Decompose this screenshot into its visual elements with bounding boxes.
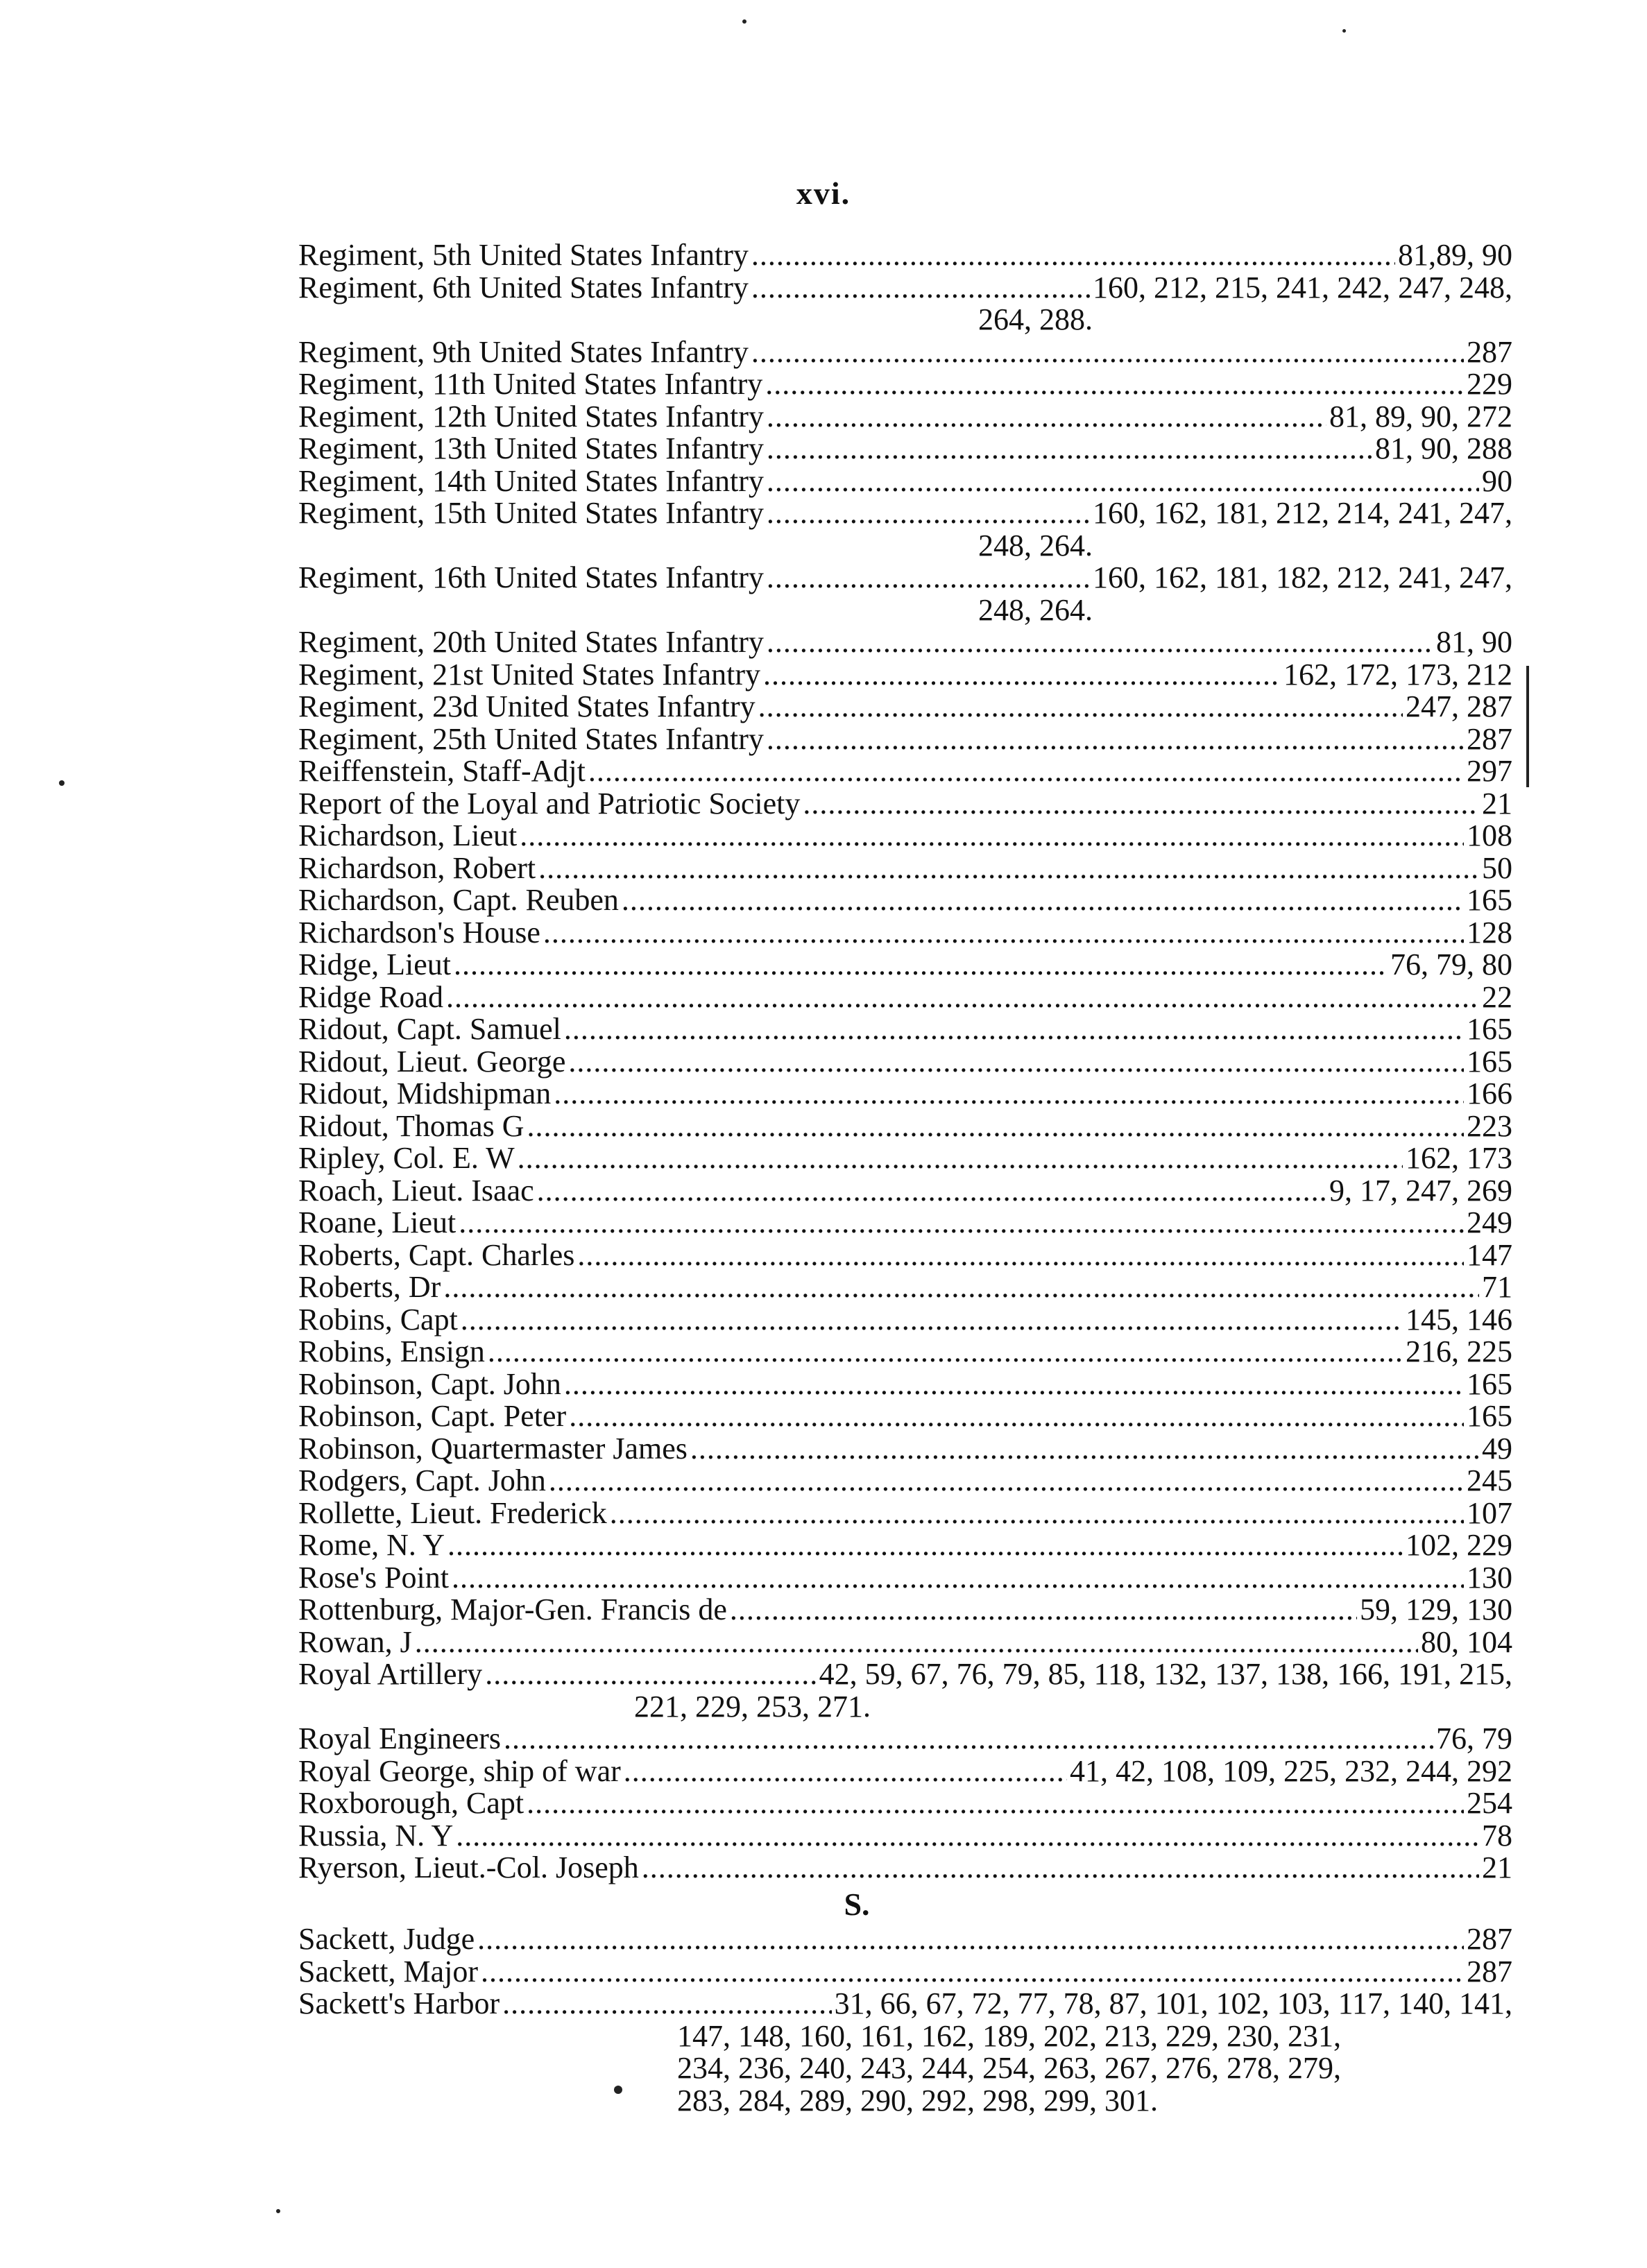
entry-name: Royal George, ship of war: [298, 1753, 621, 1788]
entry-pages: 31, 66, 67, 72, 77, 78, 87, 101, 102, 103, 117, 140, 141,: [834, 1986, 1512, 2020]
index-entry: [298, 1755, 1512, 1788]
leader-dots: [767, 562, 1090, 594]
entry-name: Regiment, 9th United States Infantry: [298, 334, 749, 369]
leader-dots: [767, 433, 1372, 465]
leader-dots: [452, 1562, 1464, 1595]
index-entry: [298, 788, 1512, 821]
index-entry: [298, 1497, 1512, 1530]
leader-dots: [459, 1207, 1464, 1239]
leader-dots: [481, 1956, 1464, 1988]
index-entry: [298, 981, 1512, 1014]
entry-name: Roberts, Capt. Charles: [298, 1237, 575, 1272]
leader-dots: [690, 1433, 1479, 1466]
index-list: [298, 239, 1512, 2117]
entry-pages-continued: 264, 288.: [978, 302, 1093, 336]
entry-pages: 165: [1467, 1399, 1512, 1433]
entry-name: Reiffenstein, Staff-Adjt: [298, 754, 586, 788]
entry-name: Ryerson, Lieut.-Col. Joseph: [298, 1850, 639, 1884]
index-entry: [298, 1594, 1512, 1626]
entry-name: Russia, N. Y: [298, 1818, 454, 1853]
leader-dots: [527, 1787, 1464, 1820]
leader-dots: [538, 852, 1479, 885]
leader-dots: [588, 755, 1464, 788]
entry-pages: 287: [1467, 334, 1512, 369]
entry-name: Royal Artillery: [298, 1657, 483, 1691]
entry-pages: 130: [1467, 1560, 1512, 1595]
entry-name: Robinson, Capt. Peter: [298, 1399, 567, 1433]
index-entry: [298, 1336, 1512, 1368]
entry-name: Rottenburg, Major-Gen. Francis de: [298, 1592, 727, 1626]
entry-pages: 42, 59, 67, 76, 79, 85, 118, 132, 137, 138, 166, 191, 215,: [819, 1657, 1512, 1691]
leader-dots: [751, 239, 1395, 272]
entry-pages: 147: [1467, 1237, 1512, 1272]
leader-dots: [454, 949, 1388, 981]
index-entry: [298, 1723, 1512, 1755]
entry-pages-continued: 248, 264.: [978, 528, 1093, 562]
index-entry: [298, 1787, 1512, 1820]
index-entry: [298, 1988, 1512, 2117]
index-entry: [298, 1820, 1512, 1853]
index-entry: [298, 239, 1512, 272]
entry-name: Regiment, 25th United States Infantry: [298, 721, 764, 756]
index-entry: [298, 1175, 1512, 1208]
entry-pages: 59, 129, 130: [1360, 1592, 1512, 1626]
leader-dots: [443, 1271, 1479, 1304]
entry-pages: 162, 173: [1406, 1141, 1512, 1175]
leader-dots: [446, 981, 1479, 1014]
leader-dots: [485, 1658, 816, 1691]
index-entry: [298, 755, 1512, 788]
entry-name: Report of the Loyal and Patriotic Society: [298, 786, 801, 821]
leader-dots: [564, 1013, 1464, 1046]
entry-name: Robinson, Capt. John: [298, 1366, 561, 1401]
leader-dots: [767, 626, 1433, 659]
leader-dots: [520, 820, 1464, 852]
entry-name: Richardson, Robert: [298, 850, 536, 885]
entry-pages-continued: 221, 229, 253, 271.: [634, 1689, 871, 1724]
entry-name: Ridout, Capt. Samuel: [298, 1012, 561, 1046]
entry-name: Rollette, Lieut. Frederick: [298, 1495, 607, 1530]
entry-pages: 76, 79: [1436, 1721, 1512, 1755]
entry-pages: 160, 212, 215, 241, 242, 247, 248,: [1093, 270, 1512, 304]
entry-pages: 78: [1482, 1818, 1512, 1853]
leader-dots: [569, 1400, 1464, 1433]
leader-dots: [504, 1723, 1433, 1755]
scan-speck: [59, 780, 65, 786]
entry-name: Sackett, Judge: [298, 1922, 475, 1956]
entry-name: Ridout, Thomas G: [298, 1108, 524, 1143]
index-entry: [298, 1400, 1512, 1433]
entry-pages: 249: [1467, 1205, 1512, 1239]
index-row: [298, 239, 1512, 272]
index-entry: [298, 852, 1512, 885]
leader-dots: [758, 691, 1403, 723]
index-entry: [298, 1239, 1512, 1272]
entry-name: Roberts, Dr: [298, 1270, 441, 1304]
index-entry: [298, 626, 1512, 659]
entry-name: Royal Engineers: [298, 1721, 502, 1755]
entry-pages: 49: [1482, 1431, 1512, 1466]
entry-name: Roxborough, Capt: [298, 1786, 524, 1820]
entry-pages: 165: [1467, 1044, 1512, 1079]
entry-pages: 162, 172, 173, 212: [1283, 657, 1512, 691]
entry-name: Rodgers, Capt. John: [298, 1463, 546, 1497]
index-entry: [298, 1626, 1512, 1659]
leader-dots: [767, 497, 1090, 530]
index-entry: [298, 401, 1512, 433]
index-entry: [298, 820, 1512, 852]
index-entry: [298, 1433, 1512, 1466]
entry-pages: 90: [1482, 463, 1512, 498]
entry-pages: 165: [1467, 1366, 1512, 1401]
leader-dots: [537, 1175, 1326, 1208]
page-number: xvi.: [796, 175, 851, 211]
entry-pages: 81,89, 90: [1398, 238, 1512, 272]
entry-pages: 247, 287: [1406, 689, 1512, 723]
entry-name: Regiment, 15th United States Infantry: [298, 496, 764, 530]
index-entry: [298, 368, 1512, 401]
entry-pages: 254: [1467, 1786, 1512, 1820]
index-entry: [298, 1013, 1512, 1046]
entry-pages: 297: [1467, 754, 1512, 788]
entry-name: Ridout, Midshipman: [298, 1076, 552, 1110]
entry-pages: 229: [1467, 367, 1512, 401]
entry-name: Sackett's Harbor: [298, 1986, 500, 2020]
index-entry: [298, 917, 1512, 950]
entry-pages-continued: 283, 284, 289, 290, 292, 298, 299, 301.: [677, 2083, 1158, 2117]
index-entry: [298, 1271, 1512, 1304]
entry-pages: 81, 90, 288: [1375, 431, 1512, 465]
leader-dots: [763, 659, 1281, 691]
entry-name: Rome, N. Y: [298, 1528, 445, 1562]
leader-dots: [456, 1820, 1479, 1853]
entry-name: Robins, Capt: [298, 1302, 458, 1337]
leader-dots: [518, 1142, 1403, 1175]
leader-dots: [730, 1594, 1357, 1626]
entry-pages: 9, 17, 247, 269: [1329, 1173, 1512, 1208]
entry-pages: 160, 162, 181, 212, 214, 241, 247,: [1093, 496, 1512, 530]
index-entry: [298, 1046, 1512, 1079]
leader-dots: [543, 917, 1464, 950]
leader-dots: [765, 368, 1464, 401]
entry-name: Rowan, J: [298, 1624, 412, 1659]
entry-pages: 80, 104: [1421, 1624, 1512, 1659]
entry-pages: 160, 162, 181, 182, 212, 241, 247,: [1093, 560, 1512, 594]
leader-dots: [527, 1110, 1464, 1143]
entry-name: Ripley, Col. E. W: [298, 1141, 515, 1175]
entry-pages: 71: [1482, 1270, 1512, 1304]
entry-pages: 216, 225: [1406, 1334, 1512, 1368]
leader-dots: [642, 1852, 1479, 1884]
index-entry: [298, 433, 1512, 465]
entry-pages-continued: 147, 148, 160, 161, 162, 189, 202, 213, 229, 230, 231,: [677, 2018, 1341, 2053]
leader-dots: [751, 336, 1464, 369]
entry-name: Richardson, Lieut: [298, 818, 518, 852]
index-entry: [298, 1465, 1512, 1497]
index-entry: [298, 659, 1512, 691]
index-entry: [298, 949, 1512, 981]
leader-dots: [622, 884, 1464, 917]
entry-pages: 21: [1482, 1850, 1512, 1884]
entry-pages: 165: [1467, 883, 1512, 917]
leader-dots: [767, 401, 1326, 433]
index-entry: [298, 497, 1512, 562]
index-entry: [298, 884, 1512, 917]
leader-dots: [610, 1497, 1464, 1530]
entry-pages: 41, 42, 108, 109, 225, 232, 244, 292: [1070, 1753, 1512, 1788]
leader-dots: [488, 1336, 1403, 1368]
leader-dots: [447, 1529, 1403, 1562]
leader-dots: [767, 465, 1479, 498]
section-heading: S.: [844, 1886, 870, 1922]
leader-dots: [554, 1078, 1464, 1110]
leader-dots: [767, 723, 1464, 756]
index-entry: [298, 723, 1512, 756]
entry-name: Regiment, 20th United States Infantry: [298, 625, 764, 659]
leader-dots: [803, 788, 1479, 821]
entry-name: Ridge, Lieut: [298, 947, 451, 981]
leader-dots: [624, 1755, 1067, 1788]
entry-pages: 21: [1482, 786, 1512, 821]
entry-name: Regiment, 12th United States Infantry: [298, 399, 764, 433]
entry-name: Regiment, 16th United States Infantry: [298, 560, 764, 594]
entry-name: Richardson, Capt. Reuben: [298, 883, 619, 917]
entry-name: Regiment, 14th United States Infantry: [298, 463, 764, 498]
entry-pages-continued: 248, 264.: [978, 592, 1093, 627]
entry-pages: 245: [1467, 1463, 1512, 1497]
entry-pages: 107: [1467, 1495, 1512, 1530]
leader-dots: [461, 1304, 1403, 1337]
index-entry: [298, 336, 1512, 369]
index-entry: [298, 562, 1512, 626]
entry-name: Regiment, 13th United States Infantry: [298, 431, 764, 465]
leader-dots: [549, 1465, 1464, 1497]
index-entry: [298, 1956, 1512, 1988]
leader-dots: [502, 1988, 831, 2020]
entry-pages: 128: [1467, 915, 1512, 950]
leader-dots: [751, 272, 1090, 304]
entry-pages: 81, 90: [1436, 625, 1512, 659]
entry-name: Regiment, 6th United States Infantry: [298, 270, 749, 304]
entry-pages: 287: [1467, 1954, 1512, 1988]
entry-pages: 50: [1482, 850, 1512, 885]
index-entry: [298, 1207, 1512, 1239]
index-entry: [298, 1529, 1512, 1562]
entry-pages: 102, 229: [1406, 1528, 1512, 1562]
index-entry: [298, 1658, 1512, 1723]
leader-dots: [577, 1239, 1464, 1272]
entry-name: Regiment, 21st United States Infantry: [298, 657, 760, 691]
entry-name: Robins, Ensign: [298, 1334, 485, 1368]
scan-speck: [1342, 29, 1346, 33]
index-entry: [298, 272, 1512, 336]
index-entry: [298, 1368, 1512, 1401]
entry-name: Richardson's House: [298, 915, 540, 950]
entry-pages: 165: [1467, 1012, 1512, 1046]
leader-dots: [415, 1626, 1418, 1659]
entry-pages: 223: [1467, 1108, 1512, 1143]
entry-name: Regiment, 11th United States Infantry: [298, 367, 763, 401]
entry-name: Regiment, 5th United States Infantry: [298, 238, 749, 272]
scan-speck: [742, 19, 746, 24]
index-row: [298, 272, 1512, 304]
leader-dots: [477, 1923, 1464, 1956]
index-entry: [298, 691, 1512, 723]
index-entry: [298, 1852, 1512, 1884]
entry-pages: 145, 146: [1406, 1302, 1512, 1337]
margin-bracket: [1526, 666, 1536, 787]
entry-name: Roane, Lieut: [298, 1205, 456, 1239]
leader-dots: [564, 1368, 1464, 1401]
index-entry: [298, 1110, 1512, 1143]
entry-name: Ridout, Lieut. George: [298, 1044, 566, 1079]
entry-name: Roach, Lieut. Isaac: [298, 1173, 534, 1208]
entry-pages: 108: [1467, 818, 1512, 852]
leader-dots: [568, 1046, 1464, 1079]
index-entry: [298, 1142, 1512, 1175]
scan-speck: [614, 2086, 622, 2094]
entry-name: Ridge Road: [298, 979, 443, 1014]
entry-name: Robinson, Quartermaster James: [298, 1431, 688, 1466]
index-entry: [298, 1923, 1512, 1956]
index-entry: [298, 1078, 1512, 1110]
index-entry: [298, 465, 1512, 498]
entry-pages: 287: [1467, 1922, 1512, 1956]
index-entry: [298, 1304, 1512, 1337]
entry-pages-continued: 234, 236, 240, 243, 244, 254, 263, 267, 276, 278, 279,: [677, 2051, 1341, 2085]
entry-name: Regiment, 23d United States Infantry: [298, 689, 756, 723]
entry-name: Rose's Point: [298, 1560, 449, 1595]
entry-pages: 22: [1482, 979, 1512, 1014]
scan-speck: [276, 2209, 280, 2213]
entry-name: Sackett, Major: [298, 1954, 479, 1988]
entry-pages: 287: [1467, 721, 1512, 756]
entry-pages: 76, 79, 80: [1390, 947, 1512, 981]
index-entry: [298, 1562, 1512, 1595]
entry-pages: 81, 89, 90, 272: [1329, 399, 1512, 433]
entry-pages: 166: [1467, 1076, 1512, 1110]
